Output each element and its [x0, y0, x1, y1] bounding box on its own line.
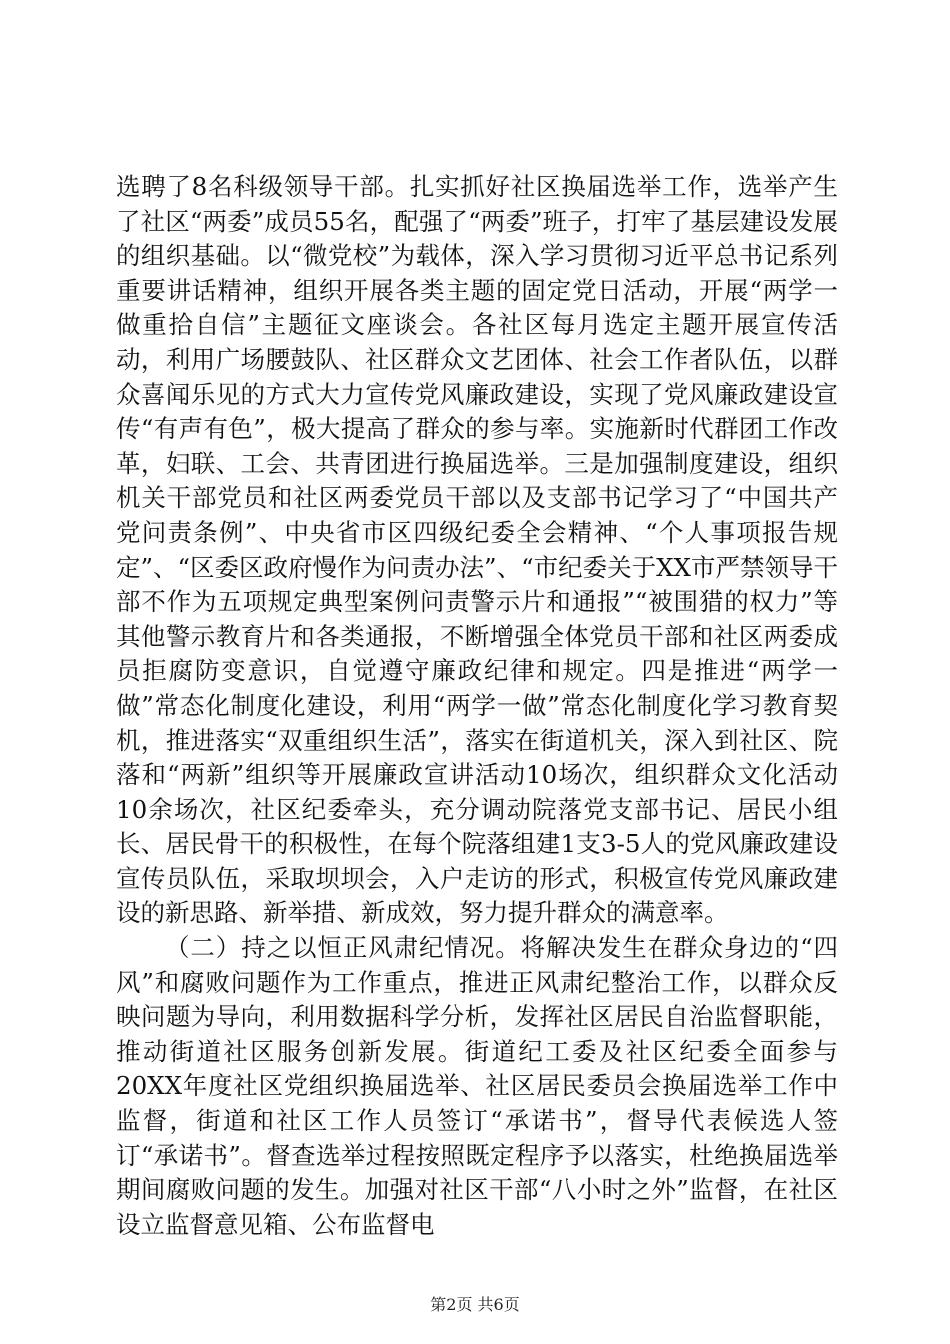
paragraph-continued: 选聘了8名科级领导干部。扎实抓好社区换届选举工作，选举产生了社区“两委”成员55名，配强了“两委”班子，打牢了基层建设发展的组织基础。以“微党校”为载体，深入学习贯彻习近平总书记系列重要讲话精神，组织开展各类主题的固定党日活动，开展“两学一做重拾自信”主题征文座谈会。各社区每月选定主题开展宣传活动，利用广场腰鼓队、社区群众文艺团体、社会工作者队伍，以群众喜闻乐见的方式大力宣传党风廉政建设，实现了党风廉政建设宣传“有声有色”，极大提高了群众的参与率。实施新时代群团工作改革，妇联、工会、共青团进行换届选举。三是加强制度建设，组织机关干部党员和社区两委党员干部以及支部书记学习了“中国共产党问责条例”、中央省市区四级纪委全会精神、“个人事项报告规定”、“区委区政府慢作为问责办法”、“市纪委关于XX市严禁领导干部不作为五项规定典型案例问责警示片和通报”“被围猎的权力”等其他警示教育片和各类通报，不断增强全体党员干部和社区两委成员拒腐防变意识，自觉遵守廉政纪律和规定。四是推进“两学一做”常态化制度化建设，利用“两学一做”常态化制度化学习教育契机，推进落实“双重组织生活”，落实在街道机关，深入到社区、院落和“两新”组织等开展廉政宣讲活动10场次，组织群众文化活动10余场次，社区纪委牵头，充分调动院落党支部书记、居民小组长、居民骨干的积极性，在每个院落组建1支3-5人的党风廉政建设宣传员队伍，采取坝坝会，入户走访的形式，积极宣传党风廉政建设的新思路、新举措、新成效，努力提升群众的满意率。 — [116, 172, 838, 928]
paragraph-section-two: （二）持之以恒正风肃纪情况。将解决发生在群众身边的“四风”和腐败问题作为工作重点，推进正风肃纪整治工作，以群众反映问题为导向，利用数据科学分析，发挥社区居民自治监督职能，推动街道社区服务创新发展。街道纪工委及社区纪委全面参与20XX年度社区党组织换届选举、社区居民委员会换届选举工作中监督，街道和社区工作人员签订“承诺书”，督导代表候选人签订“承诺书”。督查选举过程按照既定程序予以落实，杜绝换届选举期间腐败问题的发生。加强对社区干部“八小时之外”监督，在社区设立监督意见箱、公布监督电 — [116, 933, 838, 1239]
document-body — [116, 170, 838, 1242]
page-number-footer: 第2页 共6页 — [430, 1295, 520, 1314]
